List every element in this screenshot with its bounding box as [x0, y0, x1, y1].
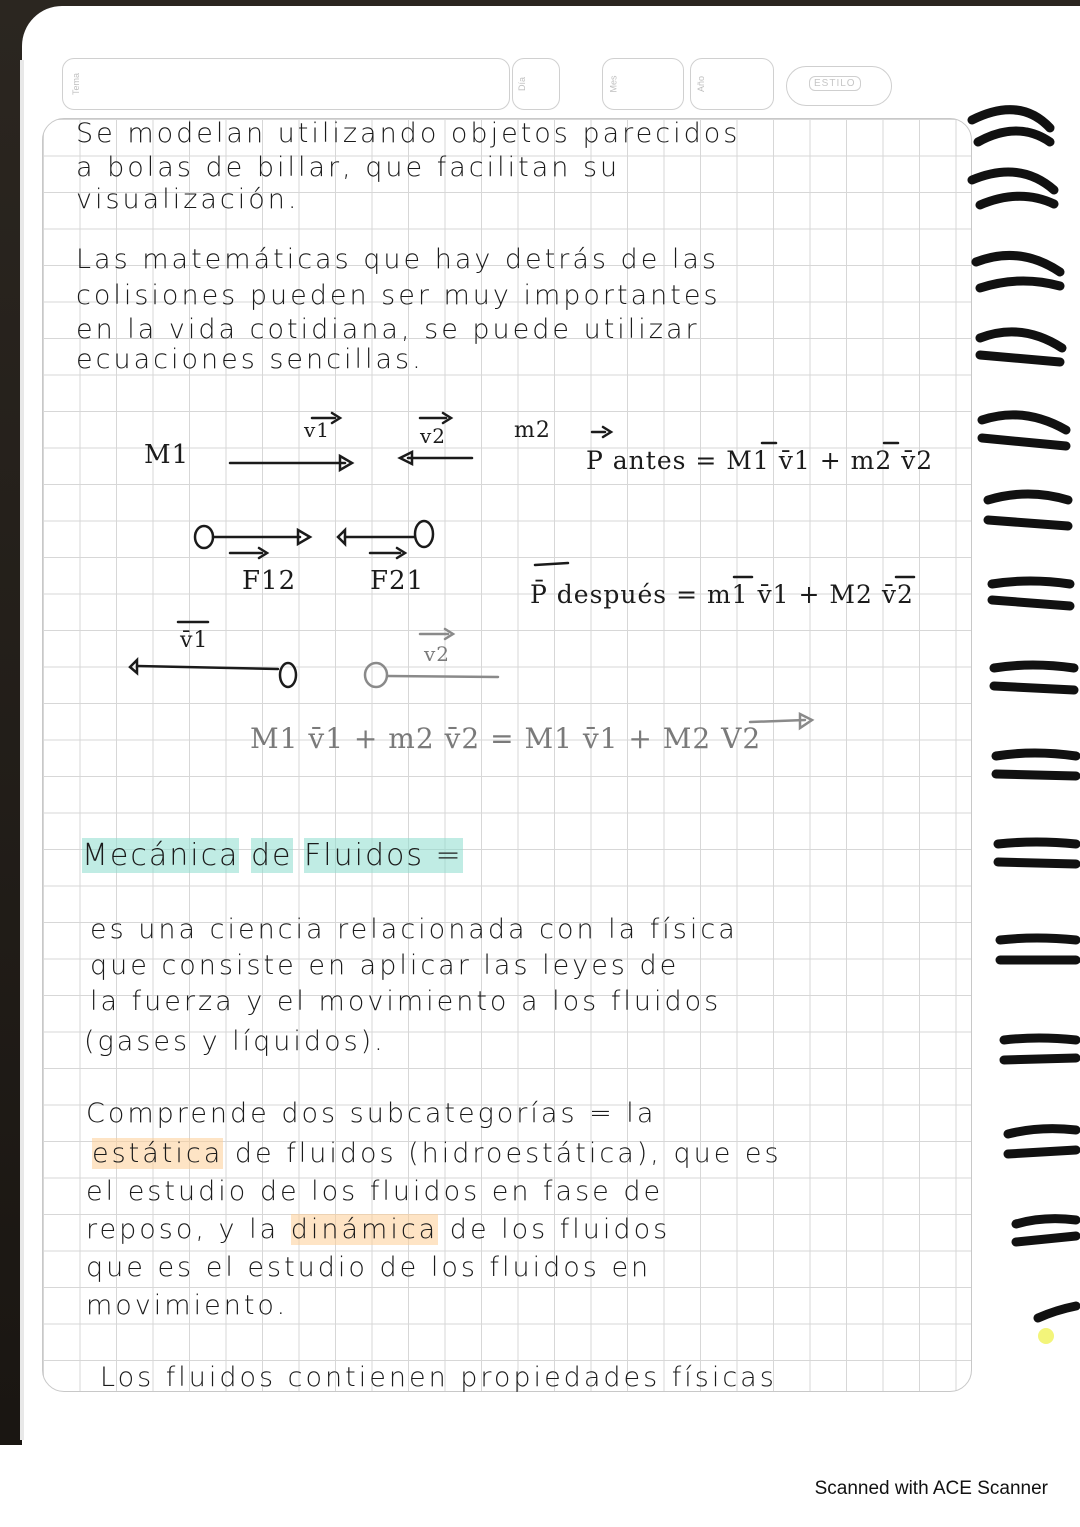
section-title — [82, 838, 463, 873]
mes-label: Mes — [608, 75, 619, 93]
text-line: a bolas de billar, que facilitan su — [76, 152, 621, 183]
f12-label: F12 — [242, 566, 297, 596]
text-line: movimiento. — [86, 1290, 289, 1321]
title-word: de — [251, 838, 293, 873]
v1-label: v1 — [304, 418, 331, 442]
ano-label: Año — [696, 75, 707, 93]
text-line: Las matemáticas que hay detrás de las — [76, 244, 719, 275]
dia-label: Día — [517, 76, 528, 92]
spiral-binding — [950, 100, 1080, 1360]
text-line: Se modelan utilizando objetos parecidos — [76, 118, 741, 149]
m1-label: M1 — [144, 440, 190, 470]
tema-label: Tema — [71, 72, 82, 96]
p-antes-equation: P antes = M1 v̄1 + m2 v̄2 — [586, 446, 934, 475]
text-line: visualización. — [76, 184, 300, 215]
v2-after-label: v2 — [424, 642, 451, 666]
scanner-watermark: Scanned with ACE Scanner — [814, 1478, 1048, 1499]
spiral-ring-icon — [972, 110, 1050, 128]
text-line: ecuaciones sencillas. — [76, 344, 424, 375]
text-line: el estudio de los fluidos en fase de — [86, 1176, 664, 1207]
highlight-estatica: estática — [92, 1138, 224, 1169]
text-line: colisiones pueden ser muy importantes — [76, 280, 721, 311]
v1-after-label: v̄1 — [180, 628, 209, 653]
m2-label: m2 — [514, 418, 551, 443]
conservation-equation: M1 v̄1 + m2 v̄2 = M1 v̄1 + M2 V2 — [250, 722, 762, 755]
estilo-label: ESTILO — [809, 76, 861, 91]
v2-label: v2 — [420, 424, 447, 448]
text-line: (gases y líquidos). — [84, 1026, 386, 1057]
text-line: estática de fluidos (hidroestática), que es — [92, 1138, 782, 1169]
text-line: que consiste en aplicar las leyes de — [90, 950, 680, 981]
text-line: que es el estudio de los fluidos en — [86, 1252, 652, 1283]
title-word: Fluidos = — [304, 838, 463, 873]
text-line: es una ciencia relacionada con la física — [90, 914, 738, 945]
last-line: Los fluidos contienen propiedades físicas — [100, 1362, 777, 1393]
text-line: en la vida cotidiana, se puede utilizar — [76, 314, 700, 345]
highlight-dinamica: dinámica — [290, 1214, 439, 1245]
text-line: la fuerza y el movimiento a los fluidos — [90, 986, 722, 1017]
text-line: Comprende dos subcategorías = la — [86, 1098, 657, 1129]
f21-label: F21 — [370, 566, 425, 596]
p-despues-equation: P̄ después = m1 v̄1 + M2 v̄2 — [530, 580, 914, 609]
title-word: Mecánica — [82, 838, 240, 873]
text-line: reposo, y la dinámica de los fluidos — [86, 1214, 671, 1245]
